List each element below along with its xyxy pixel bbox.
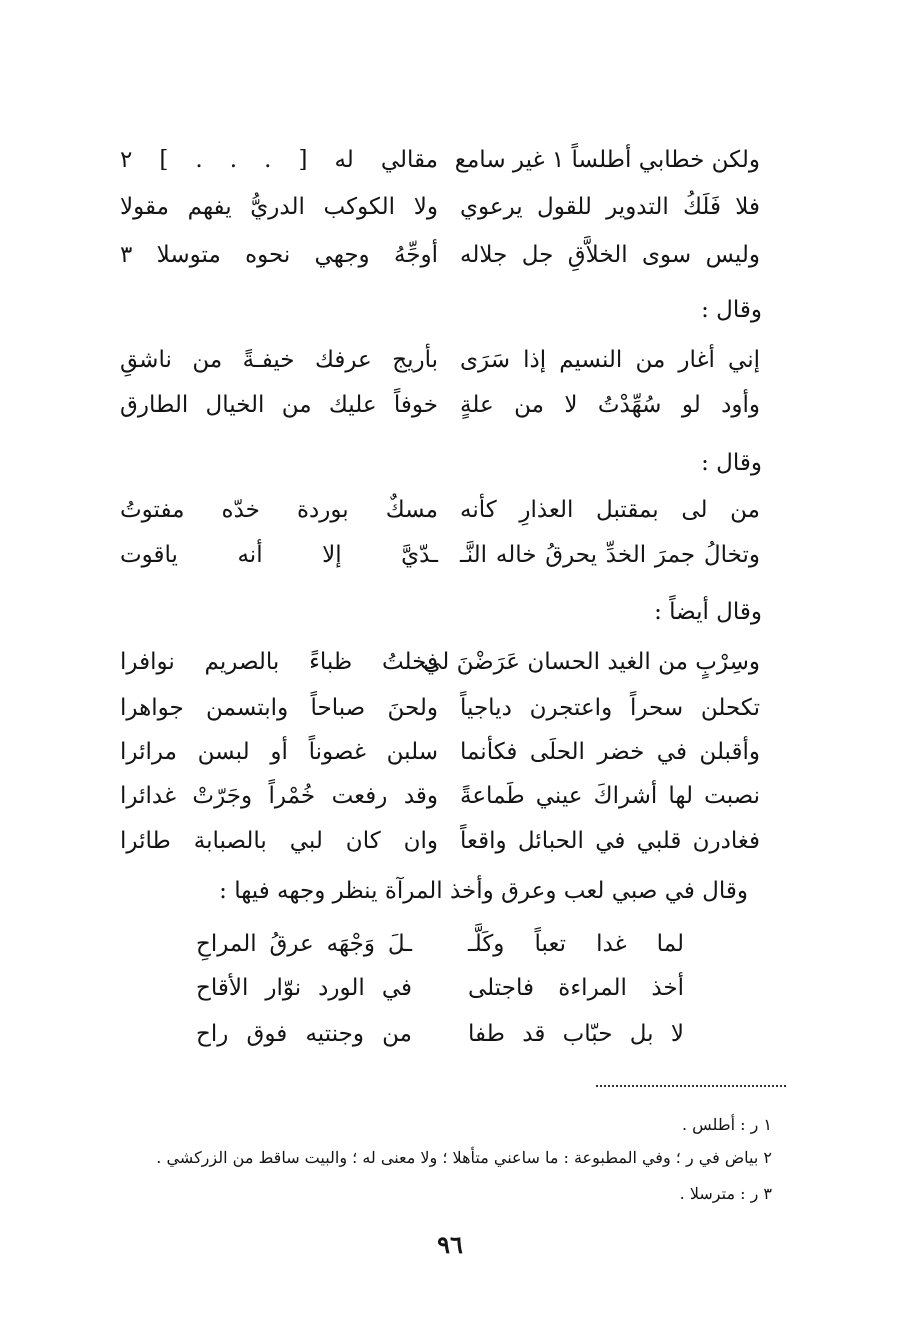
footnote: ٣ ر : مترسلا . xyxy=(679,1184,772,1203)
verse-first-hemistich: فغادرن قلبي في الحبائل واقعاً xyxy=(460,828,760,854)
verse-second-hemistich: أوجِّهُ وجهي نحوه متوسلا ٣ xyxy=(120,242,438,268)
verse-line xyxy=(120,688,760,728)
page-number: ٩٦ xyxy=(437,1230,463,1259)
footnote: ٢ بياض في ر ؛ وفي المطبوعة : ما ساعني متأهلا ؛ ولا معنى له ؛ والبيت ساقط من الزركشي . xyxy=(156,1148,772,1167)
verse-first-hemistich: وليس سوى الخلاَّقِ جل جلاله xyxy=(460,242,760,268)
verse-first-hemistich: وأقبلن في خضر الحلَى فكأنما xyxy=(460,739,760,765)
verse-second-hemistich: فخلتُ ظباءً بالصريم نوافرا xyxy=(120,649,438,675)
poem-intro: وقال في صبي لعب وعرق وأخذ المرآة ينظر وجهه فيها : xyxy=(219,878,748,904)
verse-first-hemistich: فلا فَلَكُ التدوير للقول يرعوي xyxy=(460,194,760,220)
footnote-divider xyxy=(596,1085,786,1087)
verse-second-hemistich: خوفاً عليك من الخيال الطارق xyxy=(120,392,438,418)
verse-first-hemistich: وأود لو سُهِّدْتُ لا من علةٍ xyxy=(460,392,760,418)
verse-second-hemistich: وان كان لبي بالصبابة طائرا xyxy=(120,828,438,854)
poem-intro: وقال : xyxy=(701,297,762,323)
verse-second-hemistich: في الورد نوّار الأقاح xyxy=(196,975,412,1001)
verse-second-hemistich: وقد رفعت خُمْراً وجَرّتْ غدائرا xyxy=(120,783,438,809)
footnote: ١ ر : أطلس . xyxy=(681,1115,772,1134)
verse-line xyxy=(120,776,760,816)
verse-first-hemistich: وتخالُ جمرَ الخدِّ يحرقُ خاله النَّـ xyxy=(460,542,760,568)
verse-line xyxy=(120,385,760,425)
verse-first-hemistich: لما غدا تعباً وكَلَّـ xyxy=(468,931,684,957)
verse-line xyxy=(120,140,760,180)
verse-first-hemistich: لا بل حبّاب قد طفا xyxy=(468,1021,684,1047)
verse-line xyxy=(120,235,760,275)
verse-first-hemistich: من لى بمقتبل العذارِ كأنه xyxy=(460,497,760,523)
verse-first-hemistich: إني أغار من النسيم إذا سَرَى xyxy=(460,347,760,373)
poem-intro: وقال : xyxy=(701,450,762,476)
verse-second-hemistich: مسكٌ بوردة خدّه مفتوتُ xyxy=(120,497,438,523)
verse-line xyxy=(120,340,760,380)
verse-second-hemistich: مقالي له [ . . . ] ٢ xyxy=(120,147,438,173)
verse-second-hemistich: من وجنتيه فوق راح xyxy=(196,1021,412,1047)
verse-second-hemistich: بأريج عرفك خيفـةً من ناشقِ xyxy=(120,347,438,373)
verse-second-hemistich: ـلَ وَجْهَه عرقُ المراحِ xyxy=(196,931,412,957)
poem-intro: وقال أيضاً : xyxy=(654,599,762,625)
verse-first-hemistich: أخذ المراءة فاجتلى xyxy=(468,975,684,1001)
verse-line xyxy=(120,732,760,772)
verse-second-hemistich: ـدّيَّ إلا أنه ياقوت xyxy=(120,542,438,568)
verse-first-hemistich: وسِرْبٍ من الغيد الحسان عَرَضْنَ لي xyxy=(423,649,760,675)
verse-line xyxy=(196,968,684,1008)
verse-second-hemistich: ولحنَ صباحاً وابتسمن جواهرا xyxy=(120,695,438,721)
verse-line xyxy=(120,642,760,682)
verse-line xyxy=(196,1014,684,1054)
verse-first-hemistich: تكحلن سحراً واعتجرن دياجياً xyxy=(460,695,760,721)
verse-line xyxy=(120,187,760,227)
verse-first-hemistich: نصبت لها أشراكَ عيني طَماعةً xyxy=(460,783,760,809)
verse-second-hemistich: سلبن غصوناً أو لبسن مرائرا xyxy=(120,739,438,765)
verse-line xyxy=(120,490,760,530)
verse-first-hemistich: ولكن خطابي أطلساً ١ غير سامع xyxy=(454,147,760,173)
verse-line xyxy=(120,535,760,575)
verse-line xyxy=(196,924,684,964)
verse-line xyxy=(120,821,760,861)
verse-second-hemistich: ولا الكوكب الدريُّ يفهم مقولا xyxy=(120,194,438,220)
